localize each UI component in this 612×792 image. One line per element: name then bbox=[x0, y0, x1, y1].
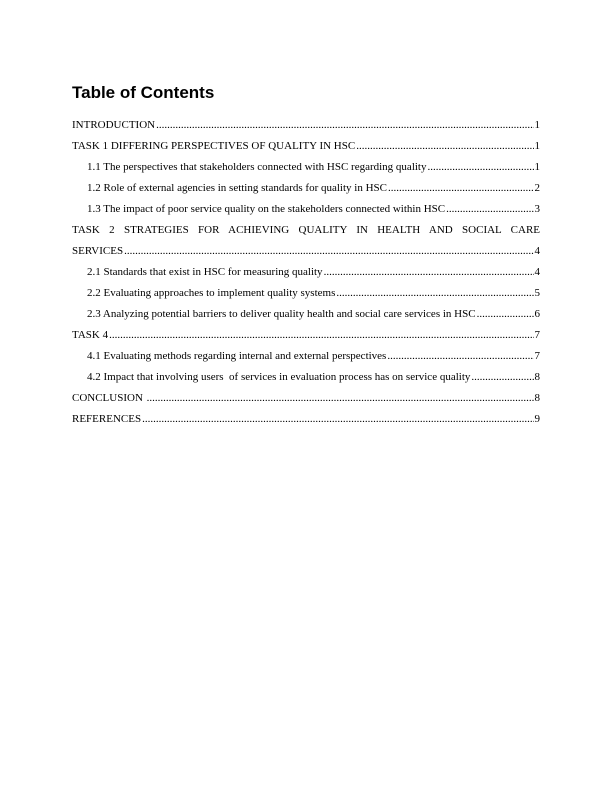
toc-entry-label: TASK 1 DIFFERING PERSPECTIVES OF QUALITY IN HSC bbox=[72, 140, 356, 152]
toc-entry-page: 3 bbox=[534, 203, 540, 215]
toc-entry-label-line1: TASK 2 STRATEGIES FOR ACHIEVING QUALITY IN HEALTH AND SOCIAL CARE bbox=[72, 224, 540, 236]
toc-entry-page: 9 bbox=[534, 413, 540, 425]
toc-entry-label: 4.2 Impact that involving users of services in evaluation process has on service quality bbox=[87, 371, 471, 383]
toc-entry-1-1[interactable] bbox=[72, 158, 540, 179]
toc-entry-page: 2 bbox=[534, 182, 540, 194]
toc-entry-4-2[interactable] bbox=[72, 368, 540, 389]
toc-entry-label: 2.3 Analyzing potential barriers to deliver quality health and social care services in HSC bbox=[87, 308, 476, 320]
toc-entry-introduction[interactable] bbox=[72, 116, 540, 137]
toc-entry-conclusion[interactable] bbox=[72, 389, 540, 410]
toc-entry-label: 2.1 Standards that exist in HSC for measuring quality bbox=[87, 266, 323, 278]
toc-entry-label: 1.1 The perspectives that stakeholders connected with HSC regarding quality bbox=[87, 161, 427, 173]
toc-entry-page: 1 bbox=[534, 140, 540, 152]
toc-entry-label: 2.2 Evaluating approaches to implement quality systems bbox=[87, 287, 336, 299]
dot-leader bbox=[109, 326, 533, 344]
dot-leader bbox=[142, 410, 533, 428]
table-of-contents bbox=[72, 116, 540, 431]
toc-entry-4-1[interactable] bbox=[72, 347, 540, 368]
dot-leader bbox=[387, 347, 533, 365]
dot-leader bbox=[147, 389, 534, 407]
toc-entry-page: 1 bbox=[534, 161, 540, 173]
dot-leader bbox=[324, 263, 534, 281]
toc-entry-page: 7 bbox=[534, 350, 540, 362]
dot-leader bbox=[156, 116, 533, 134]
toc-entry-label: 1.3 The impact of poor service quality on the stakeholders connected within HSC bbox=[87, 203, 446, 215]
toc-entry-2-1[interactable] bbox=[72, 263, 540, 284]
dot-leader bbox=[446, 200, 533, 218]
page-title: Table of Contents bbox=[72, 83, 215, 102]
toc-entry-page: 7 bbox=[534, 329, 540, 341]
toc-entry-label: 4.1 Evaluating methods regarding internal and external perspectives bbox=[87, 350, 387, 362]
toc-entry-label-line2: SERVICES bbox=[72, 245, 124, 257]
toc-entry-1-2[interactable] bbox=[72, 179, 540, 200]
toc-entry-page: 1 bbox=[534, 119, 540, 131]
toc-entry-page: 8 bbox=[534, 392, 540, 404]
dot-leader bbox=[477, 305, 534, 323]
toc-entry-page: 6 bbox=[534, 308, 540, 320]
toc-entry-page: 5 bbox=[534, 287, 540, 299]
toc-entry-label: INTRODUCTION bbox=[72, 119, 156, 131]
toc-entry-task4[interactable] bbox=[72, 326, 540, 347]
toc-entry-label: TASK 4 bbox=[72, 329, 109, 341]
toc-entry-1-3[interactable] bbox=[72, 200, 540, 221]
dot-leader bbox=[471, 368, 533, 386]
toc-entry-task2[interactable] bbox=[72, 221, 540, 263]
dot-leader bbox=[336, 284, 533, 302]
toc-entry-label: REFERENCES bbox=[72, 413, 142, 425]
toc-entry-2-3[interactable] bbox=[72, 305, 540, 326]
toc-entry-references[interactable] bbox=[72, 410, 540, 431]
toc-entry-page: 4 bbox=[534, 245, 540, 257]
toc-entry-page: 8 bbox=[534, 371, 540, 383]
dot-leader bbox=[428, 158, 534, 176]
dot-leader bbox=[356, 137, 533, 155]
dot-leader bbox=[388, 179, 534, 197]
toc-entry-label: CONCLUSION bbox=[72, 392, 146, 404]
toc-entry-label: 1.2 Role of external agencies in setting standards for quality in HSC bbox=[87, 182, 387, 194]
toc-entry-task2-line2 bbox=[72, 242, 540, 263]
dot-leader bbox=[124, 242, 533, 260]
toc-entry-task1[interactable] bbox=[72, 137, 540, 158]
toc-entry-page: 4 bbox=[534, 266, 540, 278]
toc-entry-2-2[interactable] bbox=[72, 284, 540, 305]
